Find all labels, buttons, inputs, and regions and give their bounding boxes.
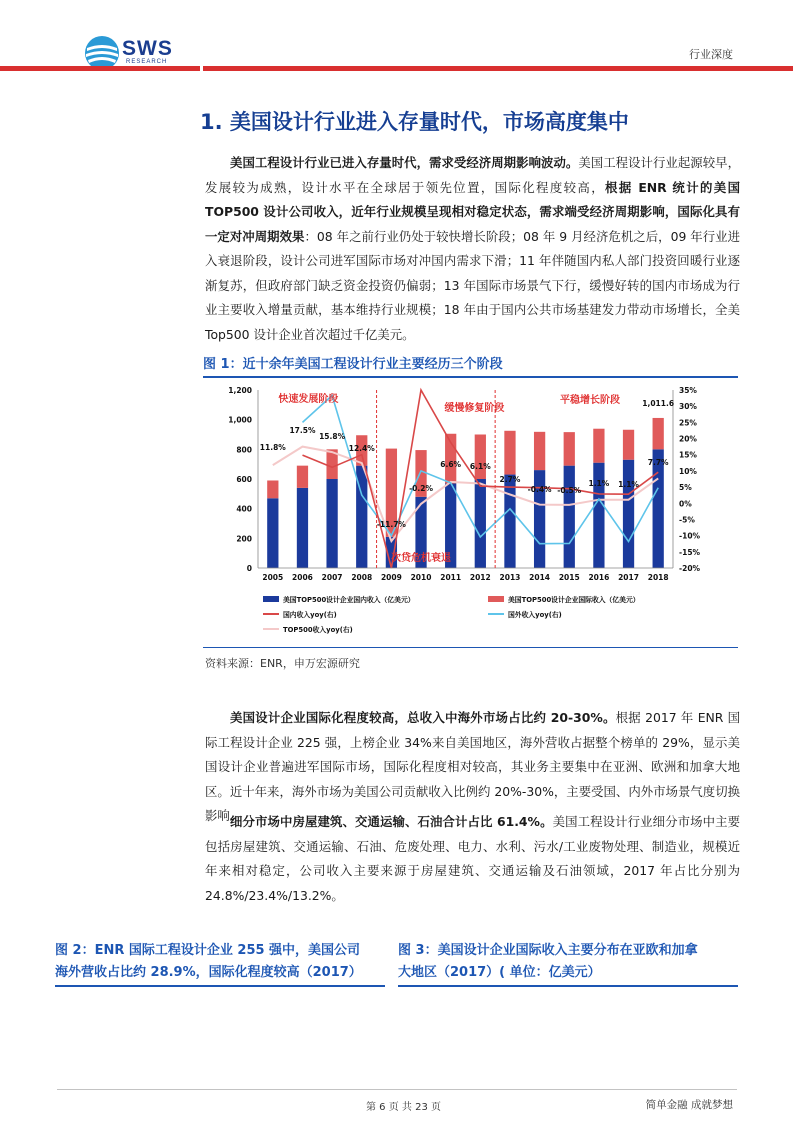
figure2-title-line2: 海外营收占比约 28.9%，国际化程度较高（2017） [55,965,362,980]
y2-tick-label: -15% [679,547,701,557]
data-label-total-yoy: 1.1% [588,479,610,488]
data-label-total-yoy: 12.4% [348,444,375,453]
y-tick-label: 800 [236,445,252,455]
y2-tick-label: -5% [679,515,695,525]
x-tick-label: 2014 [529,573,551,582]
para2-text: 根据 2017 年 ENR 国际工程设计企业 225 强，上榜企业 34%来自美国地区，海外营收占据整个榜单的 29%，显示美国设计企业普遍进军国际市场，国际化程度相对较高，其业务主要集中在亚洲、欧洲和加拿大地区。近十年来，海外市场为美国公司贡献收入比例约 20%-30%，主要受国、内外市场景气度切换影响。 [205,710,740,823]
x-tick-label: 2009 [380,573,402,582]
y2-tick-label: 25% [679,418,697,428]
figure3-title-line1: 图 3：美国设计企业国际收入主要分布在亚欧和加拿 [398,943,698,958]
section-title: 1. 美国设计行业进入存量时代，市场高度集中 [200,110,629,134]
data-label-total-yoy: -0.4% [527,485,552,494]
y2-tick-label: 35% [679,386,697,395]
x-tick-label: 2015 [558,573,580,582]
x-tick-label: 2005 [262,573,284,582]
y2-tick-label: 20% [679,434,697,444]
figure1-title-rule [203,376,738,378]
footer-slogan: 简单金融 成就梦想 [645,1099,733,1111]
phase-annotation: 次贷危机衰退 [391,553,452,564]
x-tick-label: 2018 [647,573,669,582]
bar-domestic [504,475,515,568]
para1-lead: 美国工程设计行业已进入存量时代，需求受经济周期影响波动。 [230,155,579,170]
bar-international [623,430,634,460]
legend-label: 国外收入yoy(右) [508,611,562,619]
bar-international [653,418,664,449]
legend-label: 美国TOP500设计企业国内收入（亿美元） [283,596,415,604]
bar-domestic [297,488,308,568]
legend-swatch [263,596,279,602]
x-tick-label: 2013 [499,573,521,582]
figure2-title-line1: 图 2：ENR 国际工程设计企业 255 强中，美国公司 [55,943,361,958]
y2-tick-label: 0% [679,499,692,509]
y2-tick-label: -20% [679,564,701,573]
paragraph-segments [205,810,740,908]
para2-lead: 美国设计企业国际化程度较高，总收入中海外市场占比约 20-30%。 [230,710,616,725]
footer-divider [57,1089,737,1090]
bar-domestic [326,479,337,568]
legend-swatch [488,596,504,602]
y2-tick-label: -10% [679,531,701,541]
bar-international [534,432,545,470]
bar-international [564,432,575,466]
phase-annotation: 缓慢修复阶段 [444,403,505,414]
y2-tick-label: 30% [679,402,697,412]
data-label-total-yoy: 17.5% [289,426,316,435]
figure3-title-line2: 大地区（2017）( 单位：亿美元） [398,965,601,980]
figure2-title-rule [55,985,385,987]
data-label-total-yoy: 2.7% [499,475,521,484]
bar-international [593,429,604,463]
x-tick-label: 2007 [321,573,343,582]
bar-international [504,431,515,475]
figure2-title [55,940,385,984]
data-label-total-yoy: 7.7% [647,458,669,467]
paragraph-industry-overview [205,151,740,347]
bar-international [475,435,486,480]
y-tick-label: 200 [236,534,252,544]
figure3-title [398,940,738,984]
para1-text1: 美国工程设计行业起源较早，发展较为成熟，设计水平在全球居于领先位置，国际化程度较高， [205,155,741,195]
figure1-chart [203,380,738,648]
header-divider [0,66,793,71]
bar-international [267,480,278,498]
phase-annotation: 平稳增长阶段 [560,395,620,406]
bar-domestic [564,466,575,568]
x-tick-label: 2012 [469,573,491,582]
data-label-total-yoy: 6.1% [469,462,491,471]
phase-annotation: 快速发展阶段 [278,394,339,405]
para1-text2: ：08 年之前行业仍处于较快增长阶段；08 年 9 月经济危机之后，09 年行业进入衰退阶段，设计公司进军国际市场对冲国内需求下滑；11 年伴随国内私人部门投资回暖行业逐渐复苏，但政府部门缺乏资金投资仍偏弱；13 年国际市场景气下行，缓慢好转的国内市场成为行业主要收入增量贡献，基本维持行业规模；18 年由于国内公共市场基建发力带动市场增长，全美 Top500 设计企业首次超过千亿美元。 [205,228,740,342]
data-label-total-yoy: 11.8% [259,443,286,452]
x-tick-label: 2008 [351,573,373,582]
bar-domestic [653,449,664,568]
y-tick-label: 1,200 [228,386,252,395]
y2-tick-label: 10% [679,466,697,476]
legend-label: TOP500收入yoy(右) [283,626,353,634]
y-tick-label: 0 [246,564,252,573]
data-label-total-yoy: 15.8% [319,432,346,441]
figure1-title: 图 1：近十余年美国工程设计行业主要经历三个阶段 [203,357,503,372]
header-divider-gap [200,66,203,71]
x-tick-label: 2016 [588,573,610,582]
y2-tick-label: 5% [679,483,692,493]
x-tick-label: 2017 [618,573,639,582]
bar-international [297,466,308,488]
data-label-total-yoy: -0.2% [409,484,433,493]
data-label-total-yoy: -0.5% [557,486,582,495]
x-tick-label: 2010 [410,573,432,582]
bar-domestic [475,479,486,568]
y-tick-label: 1,000 [228,415,252,425]
para3-lead: 细分市场中房屋建筑、交通运输、石油合计占比 61.4%。 [230,814,553,829]
legend-label: 美国TOP500设计企业国际收入（亿美元） [508,596,640,604]
y-tick-label: 600 [236,475,252,484]
bar-domestic [267,498,278,568]
data-label-2018-total: 1,011.6 [642,399,675,408]
y2-tick-label: 15% [679,450,697,460]
figure1-source: 资料来源：ENR，申万宏源研究 [205,657,360,670]
figure1-bottom-rule [203,647,738,648]
figure3-title-rule [398,985,738,987]
logo-text: SWS [122,37,173,60]
data-label-total-yoy: 6.6% [440,460,462,469]
footer-page-number: 第 6 页 共 23 页 [366,1102,441,1113]
header-category: 行业深度 [689,48,733,61]
data-label-total-yoy: 1.1% [618,480,639,489]
para3-text: 美国工程设计行业细分市场中主要包括房屋建筑、交通运输、石油、危废处理、电力、水利、污水/工业废物处理、制造业，规模近年来相对稳定，公司收入主要来源于房屋建筑、交通运输及石油领域，2017 年占比分别为 24.8%/23.4%/13.2%。 [205,814,740,903]
legend-label: 国内收入yoy(右) [283,611,337,619]
logo-subtext: RESEARCH [126,59,168,65]
y-tick-label: 400 [236,504,252,514]
x-tick-label: 2006 [292,573,313,582]
x-tick-label: 2011 [440,573,462,582]
bar-domestic [623,460,634,568]
para1-emphasis: 根据 ENR 统计的美国 TOP500 设计公司收入，近年行业规模呈现相对稳定状态，需求端受经济周期影响，国际化具有一定对冲周期效果 [205,179,740,244]
data-label-total-yoy: -11.7% [376,520,406,529]
